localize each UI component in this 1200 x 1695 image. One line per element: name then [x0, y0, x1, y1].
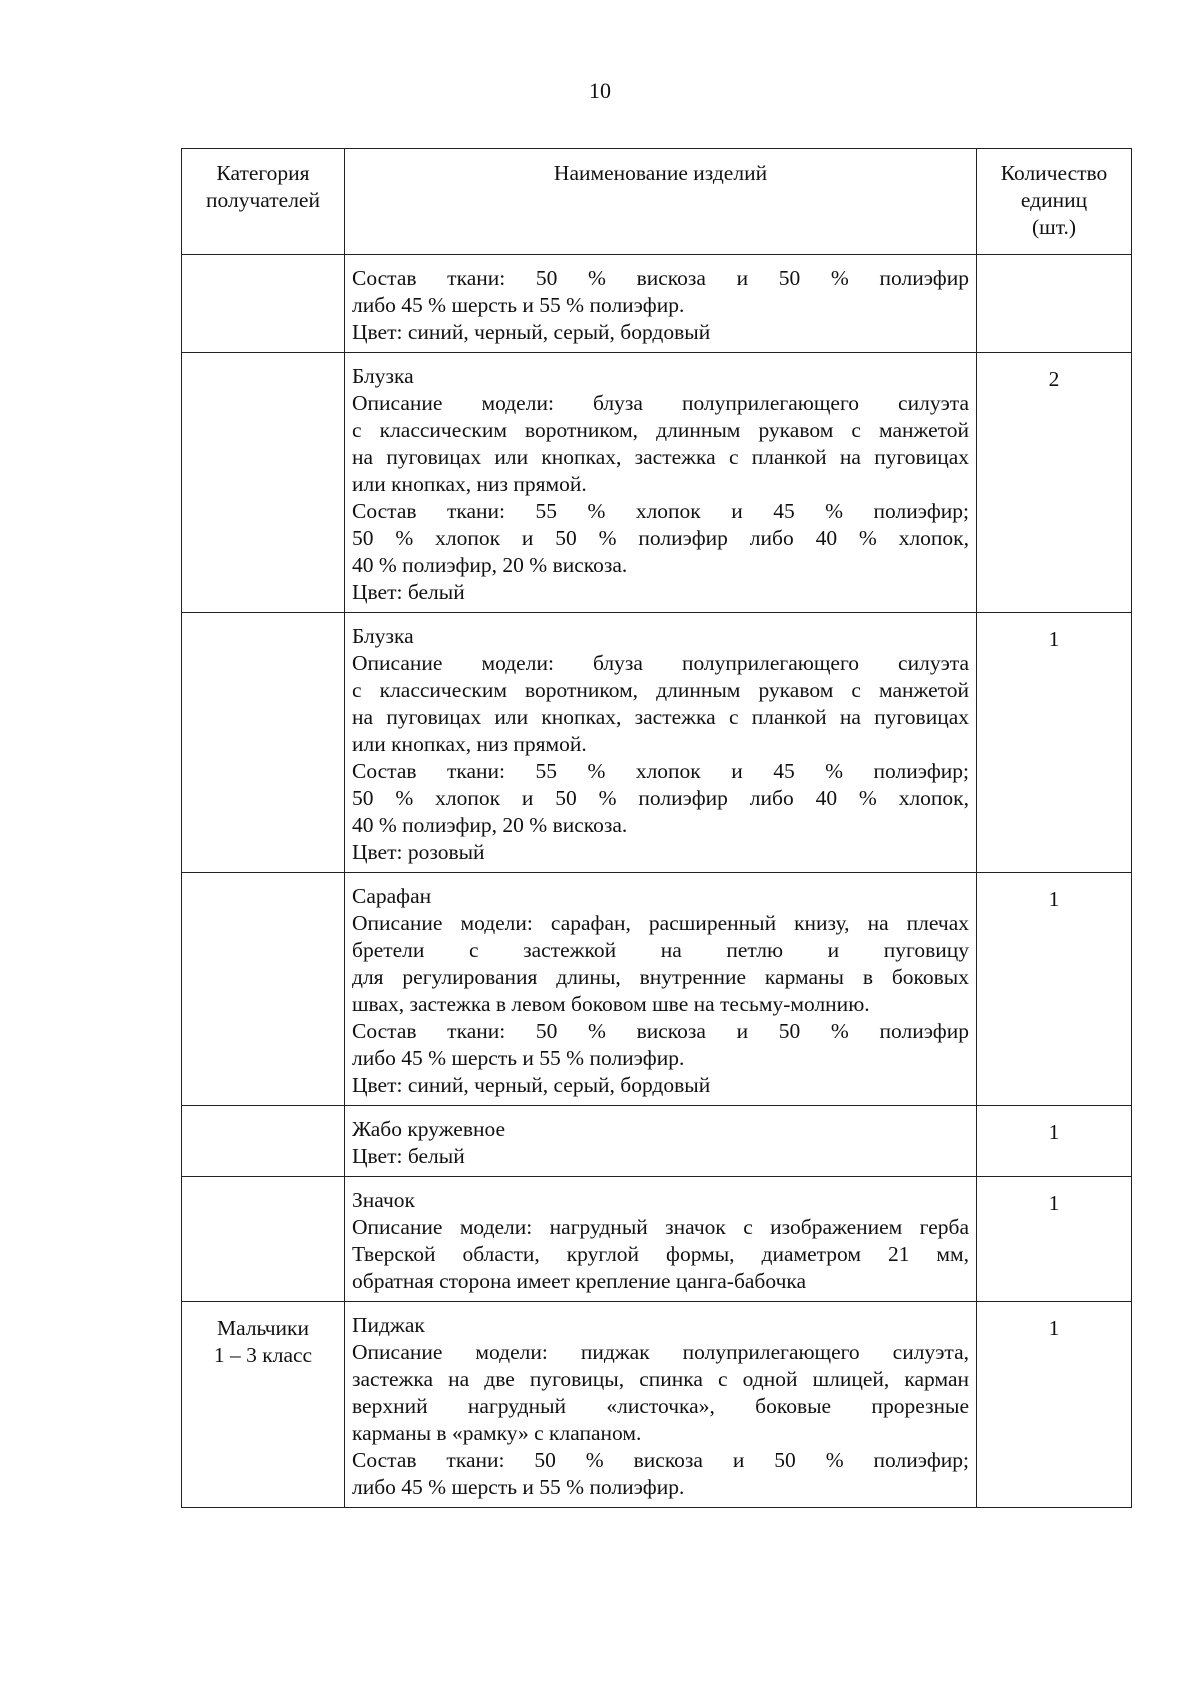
item-title: Блузка [352, 364, 414, 388]
header-category-line: Категория [216, 161, 310, 185]
description-line: либо 45 % шерсть и 55 % полиэфир. [352, 1475, 685, 1499]
table-header-row [182, 149, 1132, 255]
page-number: 10 [589, 78, 611, 103]
description-line: Цвет: белый [352, 580, 465, 604]
description-line: Состав ткани: 50 % вискоза и 50 % полиэфир [352, 1019, 969, 1043]
header-quantity-line: (шт.) [1031, 215, 1077, 239]
description-line: для регулирования длины, внутренние карманы в боковых [352, 965, 969, 989]
category-cell [182, 1106, 345, 1177]
description-line: 40 % полиэфир, 20 % вискоза. [352, 813, 628, 837]
description-line: бретели с застежкой на петлю и пуговицу [352, 938, 969, 962]
description-line: на пуговицах или кнопках, застежка с планкой на пуговицах [352, 705, 969, 729]
item-title: Состав ткани: 50 % вискоза и 50 % полиэфир [352, 266, 969, 290]
description-line: карманы в «рамку» с клапаном. [352, 1421, 642, 1445]
header-category [182, 149, 345, 255]
item-title: Значок [352, 1188, 415, 1212]
description-line: Состав ткани: 50 % вискоза и 50 % полиэфир; [352, 1448, 969, 1472]
table-row [182, 1302, 1132, 1508]
table-row [182, 1106, 1132, 1177]
description-line: верхний нагрудный «листочка», боковые прорезные [352, 1394, 969, 1418]
quantity-cell: 2 [977, 353, 1132, 613]
header-quantity-line: Количество [1000, 161, 1108, 185]
description-line: с классическим воротником, длинным рукавом с манжетой [352, 418, 969, 442]
description-line: Описание модели: пиджак полуприлегающего силуэта, [352, 1340, 969, 1364]
description-line: на пуговицах или кнопках, застежка с планкой на пуговицах [352, 445, 969, 469]
description-line: Описание модели: нагрудный значок с изображением герба [352, 1215, 969, 1239]
category-cell [182, 1177, 345, 1302]
item-description-cell [345, 255, 977, 353]
item-description-cell [345, 1177, 977, 1302]
quantity-cell: 1 [977, 1177, 1132, 1302]
description-line: 50 % хлопок и 50 % полиэфир либо 40 % хлопок, [352, 526, 969, 550]
goods-table [181, 148, 1132, 1508]
category-line: Мальчики [216, 1316, 309, 1340]
description-line: Состав ткани: 55 % хлопок и 45 % полиэфир; [352, 499, 969, 523]
table-row [182, 353, 1132, 613]
table-row [182, 255, 1132, 353]
item-description-cell [345, 353, 977, 613]
description-line: Цвет: синий, черный, серый, бордовый [352, 320, 711, 344]
description-line: Цвет: белый [352, 1144, 465, 1168]
table-row [182, 613, 1132, 873]
item-description-cell [345, 1106, 977, 1177]
category-cell [182, 613, 345, 873]
description-line: Описание модели: блуза полуприлегающего силуэта [352, 651, 969, 675]
category-cell [182, 1302, 345, 1508]
item-title: Блузка [352, 624, 414, 648]
description-line: 40 % полиэфир, 20 % вискоза. [352, 553, 628, 577]
description-line: застежка на две пуговицы, спинка с одной шлицей, карман [352, 1367, 969, 1391]
description-line: 50 % хлопок и 50 % полиэфир либо 40 % хлопок, [352, 786, 969, 810]
quantity-cell [977, 255, 1132, 353]
description-line: Жабо кружевное [352, 1117, 506, 1141]
description-line: с классическим воротником, длинным рукавом с манжетой [352, 678, 969, 702]
description-line: либо 45 % шерсть и 55 % полиэфир. [352, 1046, 685, 1070]
item-description-cell [345, 1302, 977, 1508]
description-line: Цвет: синий, черный, серый, бордовый [352, 1073, 711, 1097]
table-row [182, 873, 1132, 1106]
quantity-cell: 1 [977, 873, 1132, 1106]
header-quantity-line: единиц [1020, 188, 1088, 212]
description-line: или кнопках, низ прямой. [352, 472, 587, 496]
description-line: Описание модели: блуза полуприлегающего силуэта [352, 391, 969, 415]
header-category-line: получателей [206, 188, 320, 212]
item-title: Сарафан [352, 884, 432, 908]
quantity-cell: 1 [977, 1302, 1132, 1508]
item-title: Пиджак [352, 1313, 425, 1337]
description-line: обратная сторона имеет крепление цанга-бабочка [352, 1269, 807, 1293]
category-cell [182, 353, 345, 613]
category-cell [182, 873, 345, 1106]
quantity-cell: 1 [977, 1106, 1132, 1177]
header-quantity [977, 149, 1132, 255]
table-row [182, 1177, 1132, 1302]
description-line: Цвет: розовый [352, 840, 485, 864]
description-line: либо 45 % шерсть и 55 % полиэфир. [352, 293, 685, 317]
category-line: 1 – 3 класс [213, 1343, 313, 1367]
description-line: Описание модели: сарафан, расширенный книзу, на плечах [352, 911, 969, 935]
item-description-cell [345, 613, 977, 873]
header-name: Наименование изделий [345, 149, 977, 255]
description-line: Состав ткани: 55 % хлопок и 45 % полиэфир; [352, 759, 969, 783]
quantity-cell: 1 [977, 613, 1132, 873]
description-line: Тверской области, круглой формы, диаметром 21 мм, [352, 1242, 969, 1266]
item-description-cell [345, 873, 977, 1106]
description-line: швах, застежка в левом боковом шве на тесьму-молнию. [352, 992, 870, 1016]
category-cell [182, 255, 345, 353]
description-line: или кнопках, низ прямой. [352, 732, 587, 756]
